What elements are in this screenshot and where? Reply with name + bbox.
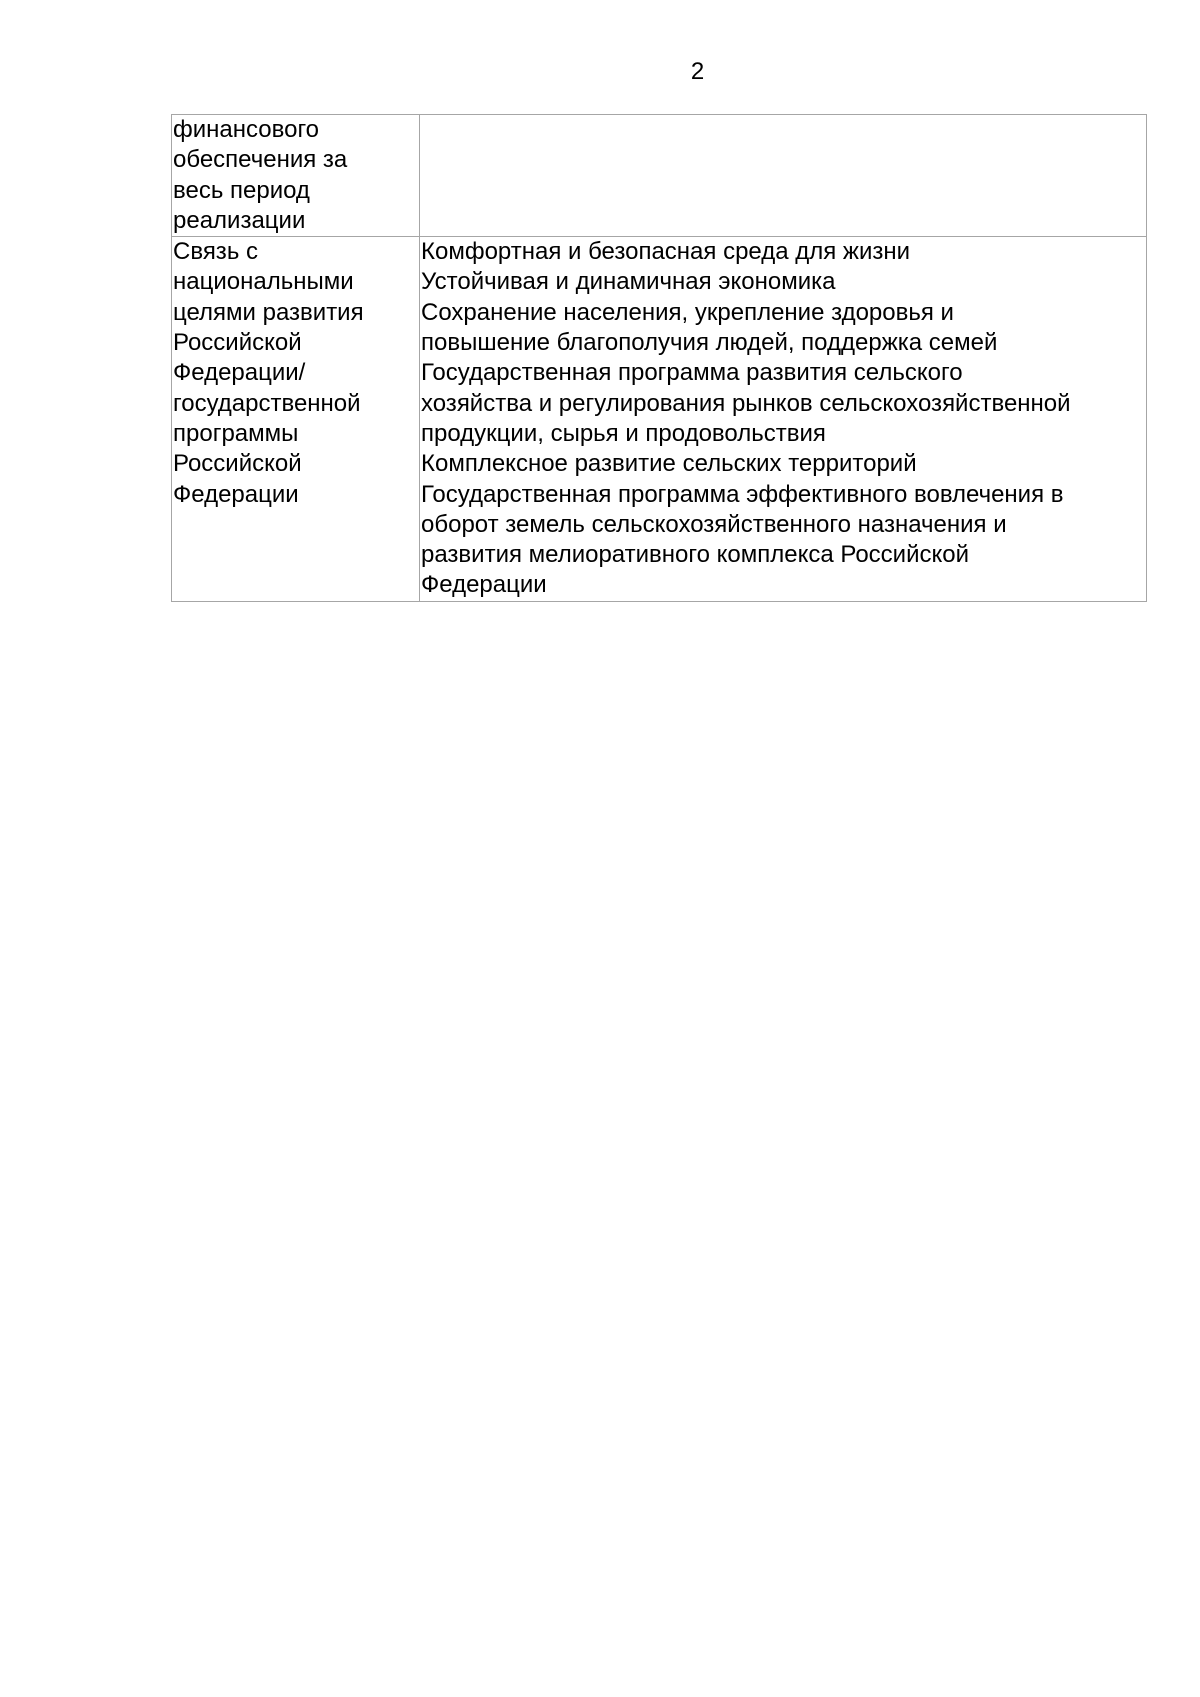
table-row-national-goals [172, 237, 1147, 602]
value-line: Государственная программа развития сельского [421, 359, 963, 387]
value-line: Государственная программа эффективного вовлечения в [421, 480, 1064, 508]
label-line: Связь с [173, 238, 258, 266]
national-goals-value-cell [420, 237, 1147, 602]
label-line: Российской [173, 329, 302, 357]
label-line: обеспечения за [173, 146, 348, 174]
value-line: Комфортная и безопасная среда для жизни [421, 238, 911, 266]
value-line: Устойчивая и динамичная экономика [421, 268, 836, 296]
label-line: финансового [173, 116, 320, 143]
value-line: развития мелиоративного комплекса Российской [421, 541, 970, 569]
value-line: оборот земель сельскохозяйственного назначения и [421, 510, 1007, 538]
label-line: весь период [173, 176, 310, 204]
table-row-financing [172, 115, 1147, 237]
value-line: Сохранение населения, укрепление здоровья и [421, 298, 954, 326]
label-line: программы [173, 419, 299, 447]
label-line: Федерации [173, 480, 299, 508]
value-line: Федерации [421, 571, 547, 599]
financing-value-cell [420, 115, 1147, 237]
passport-table [171, 114, 1147, 602]
value-line: Комплексное развитие сельских территорий [421, 450, 917, 478]
label-line: национальными [173, 268, 354, 296]
value-line: продукции, сырья и продовольствия [421, 419, 826, 447]
value-line: хозяйства и регулирования рынков сельскохозяйственной [421, 389, 1071, 417]
financing-label-cell [172, 115, 420, 237]
national-goals-label-cell [172, 237, 420, 602]
label-line: реализации [173, 206, 306, 234]
label-line: целями развития [173, 298, 364, 326]
value-line: повышение благополучия людей, поддержка семей [421, 329, 998, 357]
page-number: 2 [690, 58, 705, 85]
label-line: Федерации/ [173, 359, 306, 387]
label-line: государственной [173, 389, 361, 417]
label-line: Российской [173, 450, 302, 478]
